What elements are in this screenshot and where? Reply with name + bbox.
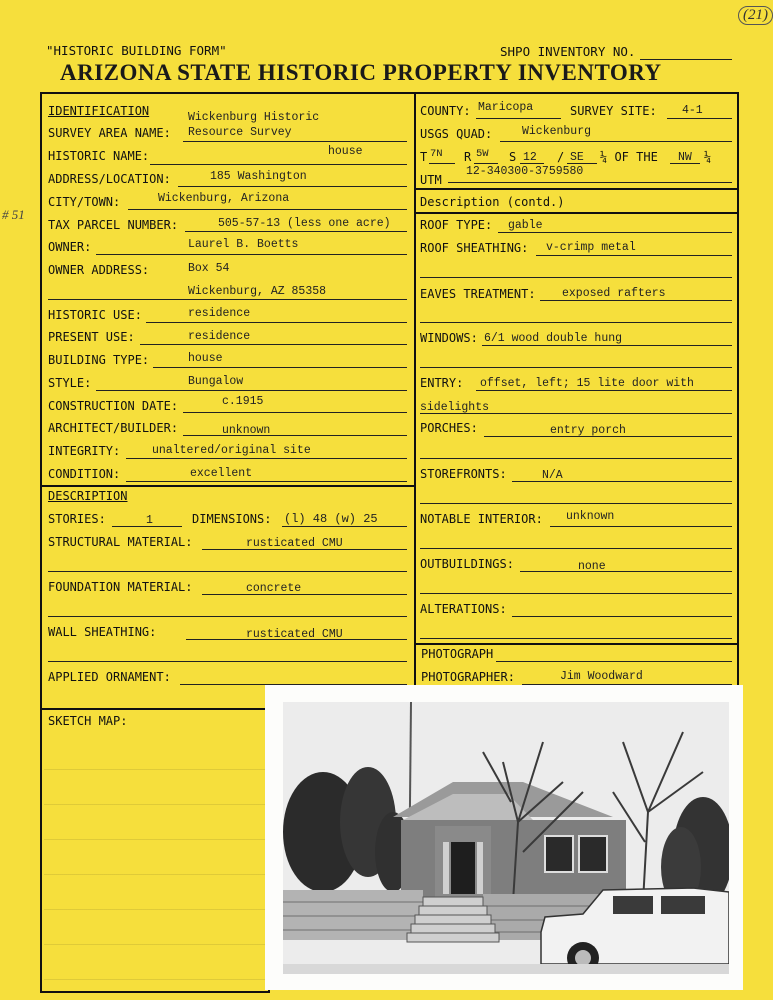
stories-line — [112, 526, 182, 527]
owner-address-label: OWNER ADDRESS: — [48, 263, 150, 277]
architect-line — [183, 435, 407, 436]
shpo-inventory-label: SHPO INVENTORY NO. — [500, 44, 636, 59]
outbuildings-label: OUTBUILDINGS: — [420, 557, 514, 571]
building-type-label: BUILDING TYPE: — [48, 353, 150, 367]
tax-parcel-value: 505-57-13 (less one acre) — [218, 217, 391, 230]
description-contd-rule — [416, 212, 737, 214]
photograph-line — [496, 661, 732, 662]
township-label: T — [420, 150, 428, 164]
eaves-value: exposed rafters — [562, 287, 666, 300]
storefronts-extra-line — [420, 503, 732, 504]
historic-use-value: residence — [188, 307, 251, 320]
structural-material-value: rusticated CMU — [246, 537, 343, 550]
roof-type-value: gable — [508, 219, 543, 232]
integrity-value: unaltered/original site — [152, 444, 311, 457]
description-heading: DESCRIPTION — [48, 489, 128, 503]
survey-site-line — [667, 118, 732, 119]
range-value: 5W — [476, 148, 489, 160]
sketch-map-area — [44, 735, 266, 989]
dimensions-line — [282, 526, 407, 527]
usgs-quad-line — [500, 141, 732, 142]
page-title: ARIZONA STATE HISTORIC PROPERTY INVENTORY — [60, 60, 662, 85]
historic-name-value: house — [328, 145, 363, 158]
notable-interior-line — [550, 526, 732, 527]
tax-parcel-line — [185, 231, 407, 232]
section-slash: / — [557, 150, 565, 164]
construction-date-line — [183, 412, 407, 413]
usgs-quad-value: Wickenburg — [522, 125, 592, 138]
entry-value-2: sidelights — [420, 401, 490, 414]
entry-extra-line — [420, 413, 732, 414]
photographer-value: Jim Woodward — [560, 670, 643, 683]
architect-value: unknown — [222, 424, 271, 437]
outbuildings-value: none — [578, 560, 606, 573]
roof-sheathing-value: v-crimp metal — [546, 241, 636, 254]
roof-type-line — [498, 232, 732, 233]
range-label: R — [464, 150, 472, 164]
storefronts-value: N/A — [542, 469, 563, 482]
stories-label: STORIES: — [48, 512, 106, 526]
utm-value: 12-340300-3759580 — [466, 165, 584, 178]
wall-sheathing-line — [186, 639, 407, 640]
foundation-material-label: FOUNDATION MATERIAL: — [48, 580, 193, 594]
integrity-label: INTEGRITY: — [48, 444, 121, 458]
porches-value: entry porch — [550, 424, 626, 437]
structural-material-line — [202, 549, 407, 550]
owner-label: OWNER: — [48, 240, 92, 254]
range-line — [474, 163, 498, 164]
photograph-heading: PHOTOGRAPH — [421, 647, 494, 661]
address-value: 185 Washington — [210, 170, 307, 183]
roof-sheathing-label: ROOF SHEATHING: — [420, 241, 529, 255]
quarter-1-line — [567, 163, 597, 164]
survey-area-line — [183, 141, 407, 142]
construction-date-value: c.1915 — [222, 395, 264, 408]
stories-value: 1 — [146, 514, 153, 527]
notable-interior-value: unknown — [566, 510, 615, 523]
section-label: S — [509, 150, 517, 164]
condition-value: excellent — [190, 467, 253, 480]
storefronts-label: STOREFRONTS: — [420, 467, 507, 481]
photographer-label: PHOTOGRAPHER: — [421, 670, 515, 684]
county-label: COUNTY: — [420, 104, 471, 118]
owner-address-value-1: Box 54 — [188, 262, 230, 275]
utm-label: UTM — [420, 173, 442, 187]
survey-area-value-line2: Resource Survey — [188, 126, 292, 139]
house-photo-image — [283, 702, 729, 974]
eaves-label: EAVES TREATMENT: — [420, 287, 536, 301]
eaves-line — [540, 300, 732, 301]
historic-use-label: HISTORIC USE: — [48, 308, 142, 322]
owner-value: Laurel B. Boetts — [188, 238, 299, 251]
roof-sheathing-line — [536, 255, 732, 256]
dimensions-value: (l) 48 (w) 25 — [284, 512, 378, 526]
present-use-value: residence — [188, 330, 251, 343]
porches-extra-line — [420, 458, 732, 459]
porches-line — [484, 436, 732, 437]
section-line — [520, 163, 544, 164]
owner-line — [96, 254, 407, 255]
style-value: Bungalow — [188, 375, 244, 388]
present-use-line — [140, 344, 407, 345]
alterations-label: ALTERATIONS: — [420, 602, 507, 616]
corner-page-number: (21) — [738, 6, 773, 25]
township-line — [429, 163, 455, 164]
house-photograph — [265, 685, 743, 990]
outbuildings-extra-line — [420, 593, 732, 594]
windows-label: WINDOWS: — [420, 331, 478, 345]
condition-label: CONDITION: — [48, 467, 121, 481]
style-line — [96, 390, 407, 391]
survey-site-value: 4-1 — [682, 104, 703, 117]
quarter-symbol: ¼ — [704, 150, 712, 164]
foundation-material-line — [202, 594, 407, 595]
quarter-2-value: NW — [678, 151, 692, 164]
foundation-extra-line — [48, 616, 407, 617]
utm-line — [448, 182, 732, 183]
storefronts-line — [512, 481, 732, 482]
alterations-extra-line — [420, 638, 732, 639]
county-line — [476, 118, 561, 119]
dimensions-label: DIMENSIONS: — [192, 512, 272, 526]
side-handwritten-mark: # 51 — [2, 207, 25, 222]
description-contd-heading: Description (contd.) — [420, 195, 565, 209]
structural-material-label: STRUCTURAL MATERIAL: — [48, 535, 193, 549]
notable-extra-line — [420, 548, 732, 549]
alterations-line — [512, 616, 732, 617]
historic-use-line — [146, 322, 407, 323]
section-value: 12 — [523, 151, 537, 164]
wall-sheathing-value: rusticated CMU — [246, 628, 343, 641]
eaves-extra-line — [420, 322, 732, 323]
tax-parcel-label: TAX PARCEL NUMBER: — [48, 218, 179, 232]
architect-label: ARCHITECT/BUILDER: — [48, 421, 179, 435]
owner-address-value-2: Wickenburg, AZ 85358 — [188, 285, 327, 298]
entry-value-1: offset, left; 15 lite door with — [480, 377, 694, 390]
windows-extra-line — [420, 367, 732, 368]
foundation-material-value: concrete — [246, 582, 302, 595]
owner-address-line — [48, 299, 407, 300]
survey-area-label: SURVEY AREA NAME: — [48, 126, 171, 140]
survey-area-value-line1: Wickenburg Historic — [188, 111, 320, 124]
usgs-quad-label: USGS QUAD: — [420, 127, 493, 141]
quarter-of-the-label: ¼ OF THE — [600, 150, 658, 164]
city-value: Wickenburg, Arizona — [158, 192, 290, 205]
address-line — [178, 186, 407, 187]
historic-name-line — [150, 164, 407, 165]
windows-line — [482, 345, 732, 346]
roof-type-label: ROOF TYPE: — [420, 218, 493, 232]
outbuildings-line — [520, 571, 732, 572]
construction-date-label: CONSTRUCTION DATE: — [48, 399, 179, 413]
form-type-label: "HISTORIC BUILDING FORM" — [46, 43, 227, 58]
quarter-1-value: SE — [570, 151, 584, 164]
sketch-map-heading: SKETCH MAP: — [48, 714, 128, 728]
condition-line — [126, 481, 407, 482]
entry-line — [476, 390, 732, 391]
entry-label: ENTRY: — [420, 376, 464, 390]
wall-extra-line — [48, 661, 407, 662]
style-label: STYLE: — [48, 376, 92, 390]
historic-name-label: HISTORIC NAME: — [48, 149, 150, 163]
structural-extra-line — [48, 571, 407, 572]
township-value: 7N — [430, 148, 443, 160]
notable-interior-label: NOTABLE INTERIOR: — [420, 512, 543, 526]
building-type-line — [153, 367, 407, 368]
county-value: Maricopa — [478, 101, 534, 114]
identification-heading: IDENTIFICATION — [48, 104, 150, 118]
roof-extra-line — [420, 277, 732, 278]
integrity-line — [126, 458, 407, 459]
windows-value: 6/1 wood double hung — [484, 332, 623, 345]
address-label: ADDRESS/LOCATION: — [48, 172, 171, 186]
quarter-2-line — [670, 163, 700, 164]
description-contd-section — [414, 188, 739, 645]
wall-sheathing-label: WALL SHEATHING: — [48, 625, 157, 639]
porches-label: PORCHES: — [420, 421, 478, 435]
house-photo-illustration — [283, 702, 729, 974]
city-label: CITY/TOWN: — [48, 195, 121, 209]
applied-ornament-label: APPLIED ORNAMENT: — [48, 670, 171, 684]
survey-site-label: SURVEY SITE: — [570, 104, 657, 118]
building-type-value: house — [188, 352, 223, 365]
present-use-label: PRESENT USE: — [48, 330, 135, 344]
city-line — [128, 209, 407, 210]
